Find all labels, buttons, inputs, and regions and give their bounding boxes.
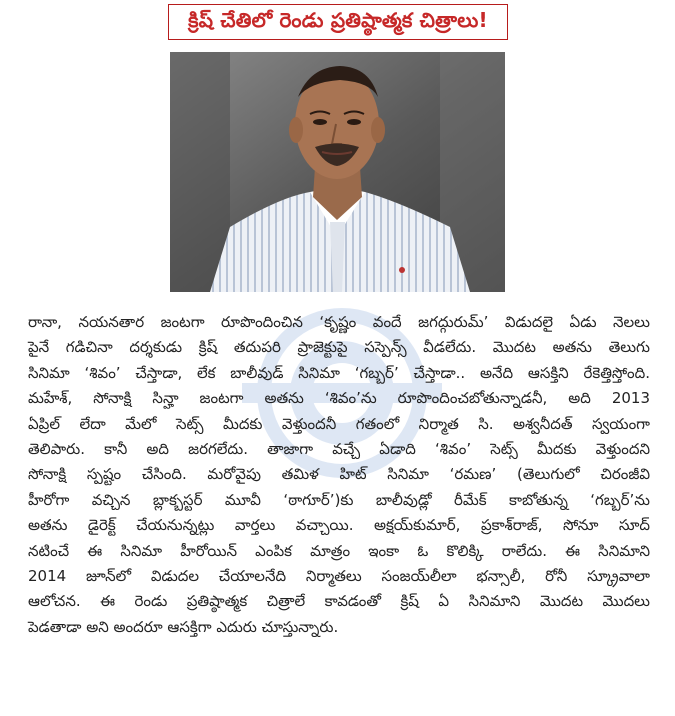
article-paragraph-line: పెడతాడా అని అందరూ ఆసక్తిగా ఎదురు చూస్తున్నారు. <box>28 617 339 636</box>
article-paragraph-line: పైనే గడిచినా దర్శకుడు క్రిష్ తదుపరి ప్రాజెక్టుపై సస్పెన్స్ వీడలేదు. మొదట అతను తెలుగు <box>28 338 650 357</box>
person-photo-illustration <box>170 52 505 292</box>
article-paragraph-line: సోనాక్షి స్పష్టం చేసింది. మరోవైపు తమిళ హిట్ సినిమా ‘రమణ’ (తెలుగులో చిరంజీవి <box>28 465 650 484</box>
article-paragraph-line: హీరోగా వచ్చిన బ్లాక్బస్టర్ మూవీ ‘ఠాగూర్’)కు బాలీవుడ్లో రీమేక్ కాబోతున్న ‘గబ్బర్’ను <box>28 490 650 509</box>
article-paragraph-line: ఆలోచన. ఈ రెండు ప్రతిష్ఠాత్మక చిత్రాలే కావడంతో క్రిష్ ఏ సినిమాని మొదట మొదలు <box>28 592 650 611</box>
article-title: క్రిష్ చేతిలో రెండు ప్రతిష్ఠాత్మక చిత్రాలు! <box>188 7 488 32</box>
article-paragraph-line: అతను డైరెక్ట్ చేయనున్నట్లు వార్తలు వచ్చాయి. అక్షయ్‌కుమార్, ప్రకాశ్‌రాజ్, సోనూ సూద్ <box>28 516 650 535</box>
article-paragraph-line: మహేశ్, సోనాక్షి సిన్హా జంటగా అతను ‘శివం’ను రూపొందించబోతున్నాడనీ, అది 2013 <box>28 389 650 408</box>
article-paragraph-line: సినిమా ‘శివం’ చేస్తాడా, లేక బాలీవుడ్ సినిమా ‘గబ్బర్’ చేస్తాడా.. అనేది ఆసక్తిని రేకెత్తిస్తోంది. <box>28 363 650 382</box>
article-paragraph-line: ఏప్రిల్ లేదా మేలో సెట్స్ మీదకు వెళ్తుందనీ గతంలో నిర్మాత సి. అశ్వనీదత్ స్వయంగా <box>28 414 650 433</box>
article-paragraph-line: 2014 జూన్‌లో విడుదల చేయాలనేది నిర్మాతలు సంజయ్‌లీలా భన్సాలీ, రోనీ స్క్రూవాలా <box>28 567 650 586</box>
article-paragraph-line: నటించే ఈ సినిమా హీరోయిన్ ఎంపిక మాత్రం ఇంకా ఓ కొలిక్కి రాలేదు. ఈ సినిమాని <box>28 541 650 560</box>
article-photo <box>170 52 505 292</box>
article-paragraph-line: తెలిపారు. కానీ అది జరగలేదు. తాజాగా వచ్చే ఏడాది ‘శివం’ సెట్స్ మీదకు వెళ్తుందని <box>28 440 650 459</box>
article-title-box <box>168 4 508 40</box>
article-paragraph-line: రానా, నయనతార జంటగా రూపొందించిన ‘కృష్ణం వందే జగద్గురుమ్’ విడుదలై ఏడు నెలలు <box>28 313 650 331</box>
article-body <box>28 310 650 640</box>
